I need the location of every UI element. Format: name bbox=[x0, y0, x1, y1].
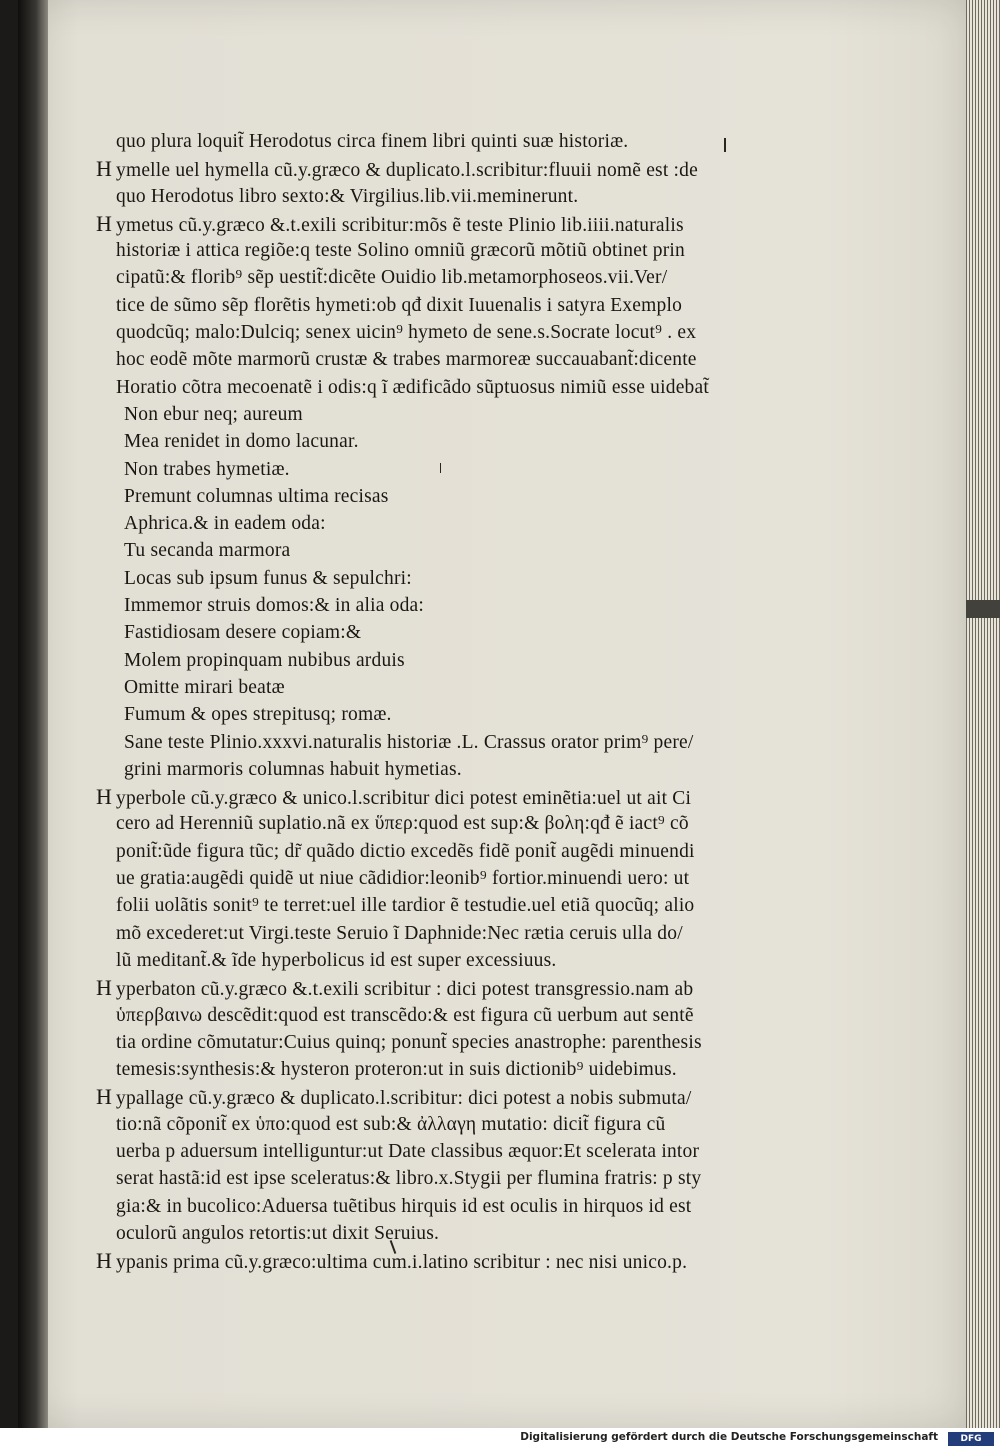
line-text: Horatio cõtra mecoenatẽ i odis:q ĩ ædificãdo sũptuosus nimiũ esse uidebat̃ bbox=[116, 376, 709, 398]
verse-line bbox=[96, 647, 786, 674]
line-text: grini marmoris columnas habuit hymetias. bbox=[124, 758, 462, 780]
entry-initial: H bbox=[96, 156, 113, 182]
book-page bbox=[18, 0, 968, 1428]
line-text: hoc eodẽ mõte marmorũ crustæ & trabes marmoreæ succauabant̃:dicente bbox=[116, 349, 697, 371]
entry-initial: H bbox=[96, 975, 113, 1001]
text-line bbox=[96, 1220, 786, 1247]
line-text: ymetus cũ.y.græco &.t.exili scribitur:mõs ẽ teste Plinio lib.iiii.naturalis bbox=[116, 214, 684, 236]
line-text: oculorũ angulos retortis:ut dixit Seruius. bbox=[116, 1222, 440, 1244]
entry-initial: H bbox=[96, 1084, 113, 1110]
text-line bbox=[96, 1029, 786, 1056]
ink-mark bbox=[724, 138, 726, 152]
text-line bbox=[96, 237, 786, 264]
line-text: Non trabes hymetiæ. bbox=[124, 458, 290, 480]
line-text: historiæ i attica regiõe:q teste Solino omniũ græcorũ mõtiũ obtinet prin bbox=[116, 240, 685, 262]
verse-line bbox=[96, 674, 786, 701]
entry-initial: H bbox=[96, 210, 113, 236]
line-text: tio:nã cõponit̃ ex ὑπο:quod est sub:& ἀλλαγη mutatio: dicit̃ figura cũ bbox=[116, 1113, 666, 1135]
line-text: Premunt columnas ultima recisas bbox=[124, 485, 389, 507]
line-text: quo Herodotus libro sexto:& Virgilius.lib.vii.meminerunt. bbox=[116, 185, 579, 207]
text-line bbox=[96, 920, 786, 947]
verse-line bbox=[96, 619, 786, 646]
verse-line bbox=[96, 701, 786, 728]
entry-heading-line bbox=[96, 783, 786, 810]
entry-heading-line bbox=[96, 1083, 786, 1110]
page-edges bbox=[966, 0, 1000, 1428]
line-text: ypallage cũ.y.græco & duplicato.l.scribitur: dici potest a nobis submuta/ bbox=[116, 1088, 692, 1110]
entry-heading-line bbox=[96, 210, 786, 237]
text-line bbox=[96, 183, 786, 210]
verse-line bbox=[96, 756, 786, 783]
text-line bbox=[96, 374, 786, 401]
text-line bbox=[96, 292, 786, 319]
verse-line bbox=[96, 537, 786, 564]
line-text: Immemor struis domos:& in alia oda: bbox=[124, 595, 425, 617]
line-text: Locas sub ipsum funus & sepulchri: bbox=[124, 567, 412, 589]
line-text: tia ordine cõmutatur:Cuius quinq; ponunt̃ species anastrophe: parenthesis bbox=[116, 1031, 702, 1053]
line-text: yperbaton cũ.y.græco &.t.exili scribitur : dici potest transgressio.nam ab bbox=[116, 979, 694, 1001]
text-line bbox=[96, 947, 786, 974]
verse-line bbox=[96, 510, 786, 537]
line-text: Non ebur neq; aureum bbox=[124, 403, 303, 425]
line-text: cero ad Herenniũ suplatio.nã ex ὕπερ:quod est sup:& βολη:qđ ẽ iact⁹ cõ bbox=[116, 813, 689, 835]
line-text: ypanis prima cũ.y.græco:ultima cum.i.latino scribitur : nec nisi unico.p. bbox=[116, 1252, 688, 1274]
entry-initial: H bbox=[96, 1248, 113, 1274]
line-text: folii uolãtis sonit⁹ te terret:uel ille tardior ẽ testudie.uel etiã quocũq; alio bbox=[116, 895, 695, 917]
line-text: Mea renidet in domo lacunar. bbox=[124, 431, 359, 453]
text-line bbox=[96, 319, 786, 346]
line-text: Molem propinquam nubibus arduis bbox=[124, 649, 405, 671]
line-text: Fastidiosam desere copiam:& bbox=[124, 622, 362, 644]
line-text: quo plura loquit̃ Herodotus circa finem libri quinti suæ historiæ. bbox=[116, 131, 629, 152]
line-text: gia:& in bucolico:Aduersa tuẽtibus hirquis id est oculis in hirquos id est bbox=[116, 1195, 692, 1217]
line-text: mõ excederet:ut Virgi.teste Seruio ĩ Daphnide:Nec rætia ceruis ulla do/ bbox=[116, 922, 683, 944]
line-text: uerba p aduersum intelliguntur:ut Date classibus æquor:Et scelerata intor bbox=[116, 1140, 700, 1162]
text-line bbox=[96, 1111, 786, 1138]
page-tab bbox=[966, 600, 1000, 618]
line-text: ue gratia:augẽdi quidẽ ut niue cãdidior:leonib⁹ fortior.minuendi uero: ut bbox=[116, 868, 690, 890]
page-text-block bbox=[96, 128, 786, 1274]
line-text: Fumum & opes strepitusq; romæ. bbox=[124, 704, 392, 726]
text-line bbox=[96, 128, 786, 155]
dfg-logo: DFG bbox=[948, 1432, 994, 1446]
entry-initial: H bbox=[96, 784, 113, 810]
verse-line bbox=[96, 565, 786, 592]
footer-bar bbox=[0, 1428, 1000, 1450]
line-text: ymelle uel hymella cũ.y.græco & duplicato.l.scribitur:fluuii nomẽ est :de bbox=[116, 160, 698, 182]
verse-line bbox=[96, 401, 786, 428]
verse-line bbox=[96, 428, 786, 455]
line-text: lũ meditant̃.& ĩde hyperbolicus id est super excessiuus. bbox=[116, 949, 557, 971]
funding-note: Digitalisierung gefördert durch die Deutsche Forschungsgemeinschaft bbox=[520, 1431, 938, 1443]
text-line bbox=[96, 346, 786, 373]
verse-line bbox=[96, 729, 786, 756]
verse-line bbox=[96, 592, 786, 619]
text-line bbox=[96, 892, 786, 919]
line-text: ponit̃:ũde figura tũc; dr̃ quãdo dictio excedẽs fidẽ ponit̃ augẽdi minuendi bbox=[116, 840, 695, 862]
text-line bbox=[96, 1193, 786, 1220]
verse-line bbox=[96, 456, 786, 483]
ink-mark bbox=[440, 463, 441, 473]
verse-line bbox=[96, 483, 786, 510]
text-line bbox=[96, 264, 786, 291]
line-text: temesis:synthesis:& hysteron proteron:ut in suis dictionib⁹ uidebimus. bbox=[116, 1059, 677, 1081]
text-line bbox=[96, 865, 786, 892]
text-line bbox=[96, 810, 786, 837]
book-binding bbox=[18, 0, 48, 1428]
text-line bbox=[96, 1138, 786, 1165]
text-line bbox=[96, 1165, 786, 1192]
line-text: Aphrica.& in eadem oda: bbox=[124, 513, 326, 535]
entry-heading-line bbox=[96, 974, 786, 1001]
entry-heading-line bbox=[96, 155, 786, 182]
line-text: quodcũq; malo:Dulciq; senex uicin⁹ hymeto de sene.s.Socrate locut⁹ . ex bbox=[116, 322, 697, 344]
line-text: ὑπερβαινω descẽdit:quod est transcẽdo:& est figura cũ uerbum aut sentẽ bbox=[116, 1004, 694, 1026]
line-text: Omitte mirari beatæ bbox=[124, 676, 285, 698]
line-text: Sane teste Plinio.xxxvi.naturalis historiæ .L. Crassus orator prim⁹ pere/ bbox=[124, 731, 694, 753]
text-line bbox=[96, 1002, 786, 1029]
line-text: serat hastã:id est ipse sceleratus:& libro.x.Stygii per flumina fratris: p sty bbox=[116, 1168, 702, 1190]
entry-heading-line bbox=[96, 1247, 786, 1274]
line-text: yperbole cũ.y.græco & unico.l.scribitur dici potest eminẽtia:uel ut ait Ci bbox=[116, 788, 692, 810]
line-text: cipatũ:& florib⁹ sẽp uestit̃:dicẽte Ouidio lib.metamorphoseos.vii.Ver/ bbox=[116, 267, 668, 289]
line-text: tice de sũmo sẽp florẽtis hymeti:ob qđ dixit Iuuenalis i satyra Exemplo bbox=[116, 294, 683, 316]
line-text: Tu secanda marmora bbox=[124, 540, 291, 562]
text-line bbox=[96, 838, 786, 865]
facing-page-edge bbox=[50, 20, 90, 1420]
text-line bbox=[96, 1056, 786, 1083]
